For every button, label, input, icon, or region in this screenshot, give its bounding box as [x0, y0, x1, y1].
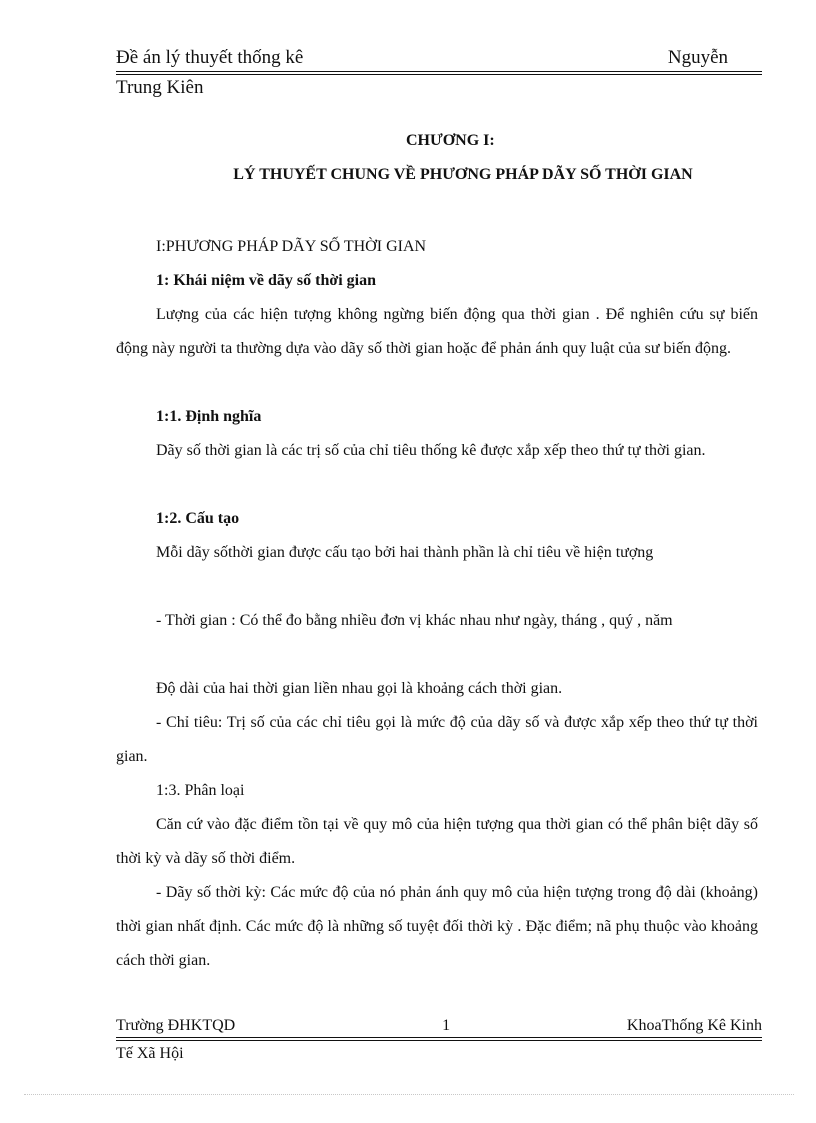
page-boundary-dotted-line: [24, 1094, 794, 1095]
paragraph-concept: Lượng của các hiện tượng không ngừng biến động qua thời gian . Để nghiên cứu sự biến động này người ta thường dựa vào dãy số thời gian hoặc để phản ánh quy luật của sư biến động.: [116, 306, 758, 357]
header-line: [116, 46, 762, 70]
heading-concept: 1: Khái niệm về dãy số thời gian: [156, 272, 376, 289]
paragraph-classification: Căn cứ vào đặc điểm tồn tại về quy mô của hiện tượng qua thời gian có thể phân biệt dãy số thời kỳ và dãy số thời điểm.: [116, 816, 758, 867]
paragraph-time: - Thời gian : Có thể đo bằng nhiều đơn vị khác nhau như ngày, tháng , quý , năm: [156, 612, 673, 629]
page-header: [116, 46, 762, 100]
header-rule-double: [116, 74, 762, 75]
header-rule: [116, 71, 762, 72]
header-left-text: Đề án lý thuyết thống kê: [116, 47, 304, 68]
header-right-text: Nguyễn: [667, 47, 728, 68]
heading-definition: 1:1. Định nghĩa: [156, 408, 262, 425]
section-heading: I:PHƯƠNG PHÁP DÃY SỐ THỜI GIAN: [156, 238, 427, 255]
paragraph-interval: Độ dài của hai thời gian liền nhau gọi là khoảng cách thời gian.: [156, 680, 563, 697]
page-number: 1: [442, 1017, 451, 1034]
paragraph-structure: Mỗi dãy sốthời gian được cấu tạo bởi hai thành phần là chỉ tiêu về hiện tượng: [156, 544, 654, 561]
header-continuation: Trung Kiên: [116, 77, 204, 98]
heading-classification: 1:3. Phân loại: [156, 782, 245, 799]
footer-left-text: Trường ĐHKTQD: [116, 1017, 236, 1034]
footer-right-text: KhoaThống Kê Kinh: [626, 1017, 762, 1034]
footer-line: [116, 1016, 762, 1036]
paragraph-definition: Dãy số thời gian là các trị số của chỉ tiêu thống kê được xắp xếp theo thứ tự thời gian.: [156, 442, 706, 459]
heading-structure: 1:2. Cấu tạo: [156, 510, 240, 527]
footer-continuation: Tế Xã Hội: [116, 1045, 184, 1062]
paragraph-indicator: - Chỉ tiêu: Trị số của các chỉ tiêu gọi là mức độ của dãy số và được xắp xếp theo thứ tự thời gian.: [116, 714, 758, 765]
footer-rule-double: [116, 1040, 762, 1041]
paragraph-period-series: - Dãy số thời kỳ: Các mức độ của nó phản ánh quy mô của hiện tượng trong độ dài (khoảng) thời gian nhất định. Các mức độ là những số tuyệt đối thời kỳ . Đặc điểm; nã phụ thuộc vào khoảng cách thời gian.: [116, 884, 758, 969]
page-footer: [116, 1016, 762, 1065]
chapter-title: LÝ THUYẾT CHUNG VỀ PHƯƠNG PHÁP DÃY SỐ THỜI GIAN: [233, 166, 693, 183]
chapter-number: CHƯƠNG I:: [406, 132, 495, 149]
footer-rule: [116, 1037, 762, 1038]
